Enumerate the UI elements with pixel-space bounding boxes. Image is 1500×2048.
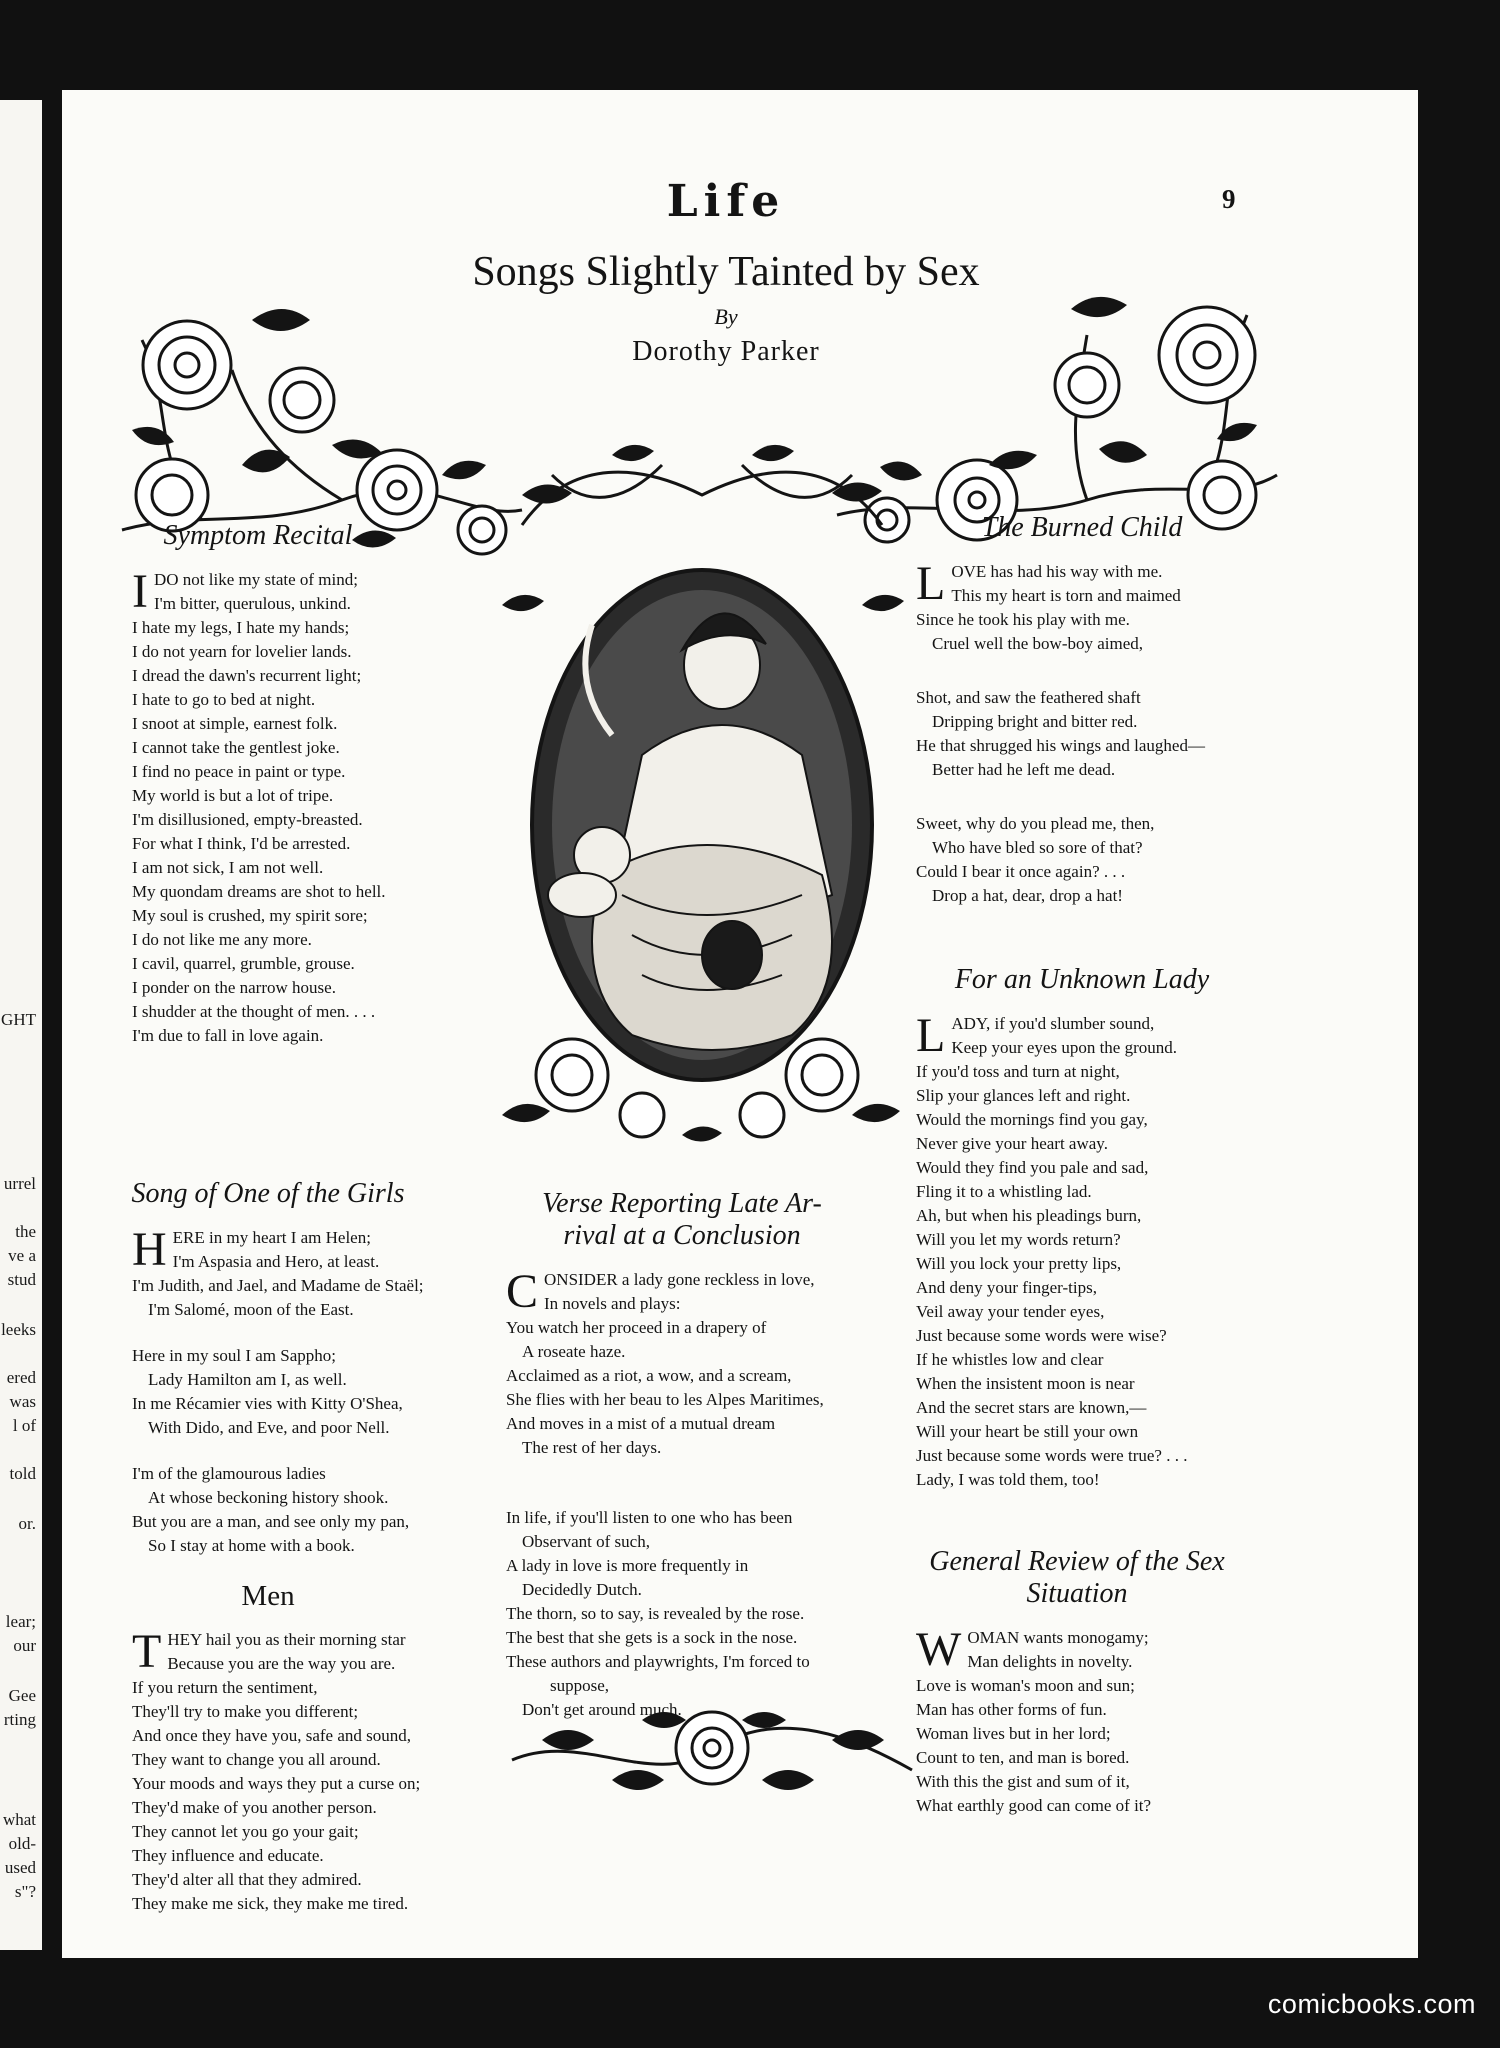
poem-line: I snoot at simple, earnest folk.: [132, 714, 338, 733]
facing-page-strip: [0, 100, 42, 1950]
poem-line: ONSIDER a lady gone reckless in love,: [544, 1270, 815, 1289]
poem-line: My world is but a lot of tripe.: [132, 786, 334, 805]
stanza: [916, 812, 1262, 908]
poem-line: Dripping bright and bitter red.: [932, 712, 1138, 731]
poem-line: So I stay at home with a book.: [148, 1536, 355, 1555]
poem-line: I ponder on the narrow house.: [132, 978, 336, 997]
poem-line: I do not yearn for lovelier lands.: [132, 642, 352, 661]
poem-line: My soul is crushed, my spirit sore;: [132, 906, 368, 925]
margin-fragment: stud: [7, 1270, 36, 1289]
poem-line: They cannot let you go your gait;: [132, 1822, 359, 1841]
poem-for-an-unknown-lady: [902, 964, 1262, 1492]
poem-line: I find no peace in paint or type.: [132, 762, 346, 781]
poem-line: They make me sick, they make me tired.: [132, 1894, 409, 1913]
margin-fragment: l of: [12, 1416, 36, 1435]
lady-with-cupid-illustration: [492, 435, 912, 1155]
poem-line: In me Récamier vies with Kitty O'Shea,: [132, 1394, 403, 1413]
poem-line: The rest of her days.: [522, 1438, 662, 1457]
author-name: Dorothy Parker: [632, 336, 820, 367]
poem-line: Man has other forms of fun.: [916, 1700, 1107, 1719]
magazine-page: [62, 90, 1418, 1958]
poem-line: Observant of such,: [522, 1532, 650, 1551]
poem-line: Will you lock your pretty lips,: [916, 1254, 1122, 1273]
poem-title-line: [882, 1546, 1272, 1578]
poem-line: These authors and playwrights, I'm forced to: [506, 1652, 810, 1671]
poem-line: Never give your heart away.: [916, 1134, 1108, 1153]
poem-title: Symptom Recital: [163, 520, 353, 551]
margin-fragment: urrel: [3, 1174, 36, 1193]
margin-fragment: Gee: [8, 1686, 36, 1705]
title-part: General Review of the Sex: [929, 1546, 1225, 1577]
poem-line: Acclaimed as a riot, a wow, and a scream,: [506, 1366, 792, 1385]
stanza: [132, 1344, 438, 1440]
poem-line: You watch her proceed in a drapery of: [506, 1318, 767, 1337]
title-part: Situation: [1026, 1578, 1128, 1609]
poem-line: If you return the sentiment,: [132, 1678, 318, 1697]
margin-fragment: GHT: [1, 1010, 36, 1029]
site-watermark: comicbooks.com: [1267, 1989, 1476, 2019]
poem-line: My quondam dreams are shot to hell.: [132, 882, 386, 901]
margin-fragment: s"?: [14, 1882, 36, 1901]
drop-cap: C: [506, 1265, 539, 1318]
title-part: rival at a Conclusion: [563, 1220, 801, 1251]
poem-line: OMAN wants monogamy;: [967, 1628, 1149, 1647]
poem-line: Veil away your tender eyes,: [916, 1302, 1105, 1321]
poem-line: And once they have you, safe and sound,: [132, 1726, 412, 1745]
poem-line: The thorn, so to say, is revealed by the rose.: [506, 1604, 805, 1623]
page-number: 9: [1222, 184, 1236, 214]
poem-line: And moves in a mist of a mutual dream: [506, 1414, 776, 1433]
poem-line: Could I bear it once again? . . .: [916, 862, 1126, 881]
poem-line: A lady in love is more frequently in: [506, 1556, 749, 1575]
poem-line: Here in my soul I am Sappho;: [132, 1346, 336, 1365]
poem-line: But you are a man, and see only my pan,: [132, 1512, 410, 1531]
poem-song-of-one-of-the-girls: [98, 1178, 438, 1580]
poem-line: If you'd toss and turn at night,: [916, 1062, 1120, 1081]
poem-the-burned-child: [902, 512, 1262, 930]
stanza: [506, 1506, 882, 1722]
poem-line: With Dido, and Eve, and poor Nell.: [148, 1418, 390, 1437]
poem-line: DO not like my state of mind;: [153, 570, 358, 589]
poem-line: Fling it to a whistling lad.: [916, 1182, 1092, 1201]
poem-line: I do not like me any more.: [132, 930, 312, 949]
poem-line: HEY hail you as their morning star: [167, 1630, 406, 1649]
poem-line: Just because some words were true? . . .: [916, 1446, 1188, 1465]
poem-title: Men: [241, 1580, 295, 1612]
margin-fragment: leeks: [1, 1320, 36, 1339]
margin-fragment: what: [2, 1810, 36, 1829]
poem-men: [98, 1580, 438, 1916]
poem-line: And the secret stars are known,—: [916, 1398, 1147, 1417]
poem-line: He that shrugged his wings and laughed—: [916, 736, 1205, 755]
poem-line: Man delights in novelty.: [967, 1652, 1133, 1671]
poem-line: Will your heart be still your own: [916, 1422, 1139, 1441]
poem-title: Song of One of the Girls: [131, 1178, 405, 1209]
poem-line: Ah, but when his pleadings burn,: [916, 1206, 1142, 1225]
poem-line: OVE has had his way with me.: [951, 562, 1163, 581]
drop-cap: W: [916, 1623, 962, 1676]
margin-fragment: was: [9, 1392, 36, 1411]
poem-line: Decidedly Dutch.: [522, 1580, 642, 1599]
magazine-title: Life: [666, 176, 786, 227]
margin-fragment: ered: [6, 1368, 36, 1387]
poem-line: In life, if you'll listen to one who has been: [506, 1508, 793, 1527]
poem-line: I'm Aspasia and Hero, at least.: [172, 1252, 380, 1271]
poem-line: Your moods and ways they put a curse on;: [132, 1774, 421, 1793]
poem-line: Better had he left me dead.: [932, 760, 1116, 779]
poem-line: Keep your eyes upon the ground.: [951, 1038, 1177, 1057]
margin-fragment: ve a: [8, 1246, 36, 1265]
poem-line: I dread the dawn's recurrent light;: [132, 666, 362, 685]
poem-line: I cannot take the gentlest joke.: [132, 738, 340, 757]
poem-line: I'm of the glamourous ladies: [132, 1464, 326, 1483]
poem-line: Woman lives but in her lord;: [916, 1724, 1111, 1743]
poem-line: Slip your glances left and right.: [916, 1086, 1131, 1105]
poem-symptom-recital: [98, 520, 418, 1048]
poem-line: They influence and educate.: [132, 1846, 324, 1865]
poem-line: I'm Judith, and Jael, and Madame de Staël;: [132, 1276, 424, 1295]
poem-line: Sweet, why do you plead me, then,: [916, 814, 1155, 833]
poem-line: Lady Hamilton am I, as well.: [148, 1370, 347, 1389]
poem-line: They'll try to make you different;: [132, 1702, 359, 1721]
margin-fragment: old-: [8, 1834, 36, 1853]
poem-line: If he whistles low and clear: [916, 1350, 1104, 1369]
poem-line: They'd alter all that they admired.: [132, 1870, 362, 1889]
poem-line: What earthly good can come of it?: [916, 1796, 1152, 1815]
margin-fragment: the: [15, 1222, 36, 1241]
poem-line: They'd make of you another person.: [132, 1798, 377, 1817]
poem-line: I'm disillusioned, empty-breasted.: [132, 810, 363, 829]
poem-line: Who have bled so sore of that?: [932, 838, 1143, 857]
drop-cap: L: [916, 557, 946, 610]
poem-line: Drop a hat, dear, drop a hat!: [932, 886, 1123, 905]
poem-title-line: [482, 1188, 882, 1220]
stanza: [132, 1462, 438, 1558]
poem-line: Count to ten, and man is bored.: [916, 1748, 1130, 1767]
poem-line: Will you let my words return?: [916, 1230, 1121, 1249]
stanza: [916, 557, 1262, 656]
margin-fragment: or.: [18, 1514, 36, 1533]
poem-line: Because you are the way you are.: [167, 1654, 396, 1673]
poem-line: Shot, and saw the feathered shaft: [916, 688, 1141, 707]
poem-line: I'm bitter, querulous, unkind.: [153, 594, 351, 613]
poem-line: Would they find you pale and sad,: [916, 1158, 1149, 1177]
poem-line: She flies with her beau to les Alpes Maritimes,: [506, 1390, 824, 1409]
margin-fragment: told: [9, 1464, 36, 1483]
margin-fragment: rting: [3, 1710, 36, 1729]
drop-cap: L: [916, 1009, 946, 1062]
poem-title-line: [482, 1220, 882, 1252]
poem-line: Don't get around much.: [522, 1700, 682, 1719]
poem-line: They want to change you all around.: [132, 1750, 381, 1769]
poem-line: When the insistent moon is near: [916, 1374, 1135, 1393]
poem-line: With this the gist and sum of it,: [916, 1772, 1130, 1791]
poem-line: Would the mornings find you gay,: [916, 1110, 1148, 1129]
poem-line: The best that she gets is a sock in the nose.: [506, 1628, 798, 1647]
poem-line: ERE in my heart I am Helen;: [172, 1228, 371, 1247]
poem-line: A roseate haze.: [522, 1342, 626, 1361]
poem-verse-reporting-late-arrival: [482, 1188, 882, 1744]
poem-line: This my heart is torn and maimed: [951, 586, 1181, 605]
poem-line: Love is woman's moon and sun;: [916, 1676, 1135, 1695]
stanza: [132, 1223, 438, 1322]
article-title: Songs Slightly Tainted by Sex: [472, 249, 980, 295]
poem-line: I'm due to fall in love again.: [132, 1026, 324, 1045]
margin-fragment: used: [4, 1858, 36, 1877]
poem-line: In novels and plays:: [544, 1294, 681, 1313]
poem-title: For an Unknown Lady: [954, 964, 1210, 995]
poem-line: I shudder at the thought of men. . . .: [132, 1002, 376, 1021]
poem-title: The Burned Child: [981, 512, 1183, 543]
poem-line: I hate my legs, I hate my hands;: [132, 618, 350, 637]
drop-cap: T: [132, 1625, 162, 1678]
margin-fragment: lear;: [5, 1612, 36, 1631]
poem-line: Just because some words were wise?: [916, 1326, 1167, 1345]
stanza: [506, 1265, 882, 1460]
poem-title-line: [882, 1578, 1272, 1610]
poem-line: I'm Salomé, moon of the East.: [148, 1300, 354, 1319]
title-part: Verse Reporting Late Ar-: [542, 1188, 822, 1219]
drop-cap: I: [132, 565, 148, 618]
poem-line: Since he took his play with me.: [916, 610, 1130, 629]
poem-line: Lady, I was told them, too!: [916, 1470, 1100, 1489]
poem-line: And deny your finger-tips,: [916, 1278, 1097, 1297]
stanza: [916, 686, 1262, 782]
drop-cap: H: [132, 1223, 167, 1276]
poem-line: ADY, if you'd slumber sound,: [951, 1014, 1155, 1033]
poem-line: I cavil, quarrel, grumble, grouse.: [132, 954, 355, 973]
poem-line: Cruel well the bow-boy aimed,: [932, 634, 1144, 653]
byline: By: [714, 304, 738, 329]
margin-fragment: our: [13, 1636, 36, 1655]
poem-line: For what I think, I'd be arrested.: [132, 834, 351, 853]
poem-line: I hate to go to bed at night.: [132, 690, 316, 709]
poem-line: suppose,: [550, 1676, 610, 1695]
poem-line: At whose beckoning history shook.: [148, 1488, 389, 1507]
poem-line: I am not sick, I am not well.: [132, 858, 324, 877]
poem-general-review: [882, 1546, 1272, 1818]
